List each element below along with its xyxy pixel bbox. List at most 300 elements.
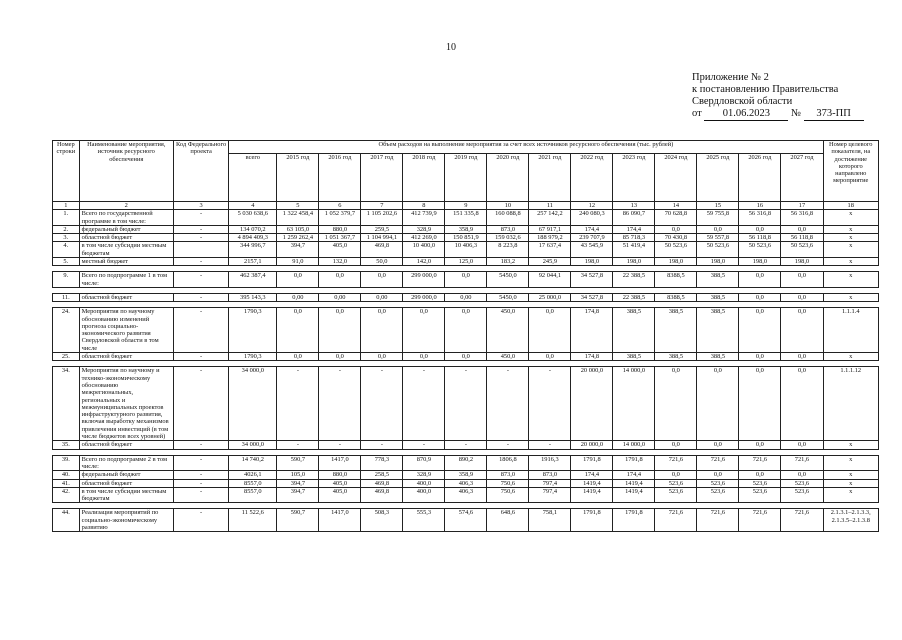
value-cell: 299 000,0 <box>403 272 445 288</box>
value-cell: 159 032,6 <box>487 234 529 242</box>
header-year: 2015 год <box>277 154 319 202</box>
value-cell: 1790,3 <box>229 353 277 361</box>
value-cell: 450,0 <box>487 308 529 353</box>
table-row <box>53 234 879 242</box>
value-cell: 0,0 <box>697 225 739 233</box>
column-number: 11 <box>529 202 571 210</box>
value-cell: 125,0 <box>445 258 487 266</box>
target-cell: x <box>823 272 879 288</box>
header-year: 2022 год <box>571 154 613 202</box>
value-cell: 5 030 638,6 <box>229 210 277 226</box>
value-cell: 388,5 <box>697 272 739 288</box>
target-cell: 2.1.3.1–2.1.3.3, 2.1.3.5–2.1.3.8 <box>823 509 879 532</box>
value-cell: - <box>319 367 361 441</box>
column-number: 9 <box>445 202 487 210</box>
value-cell: 105,0 <box>277 471 319 479</box>
value-cell: 394,7 <box>277 479 319 487</box>
header-expense-volume: Объем расходов на выполнение мероприятия за счет всех источников ресурсного обеспечения (тыс. рублей) <box>229 141 823 154</box>
value-cell: - <box>173 441 228 449</box>
value-cell: 523,6 <box>739 479 781 487</box>
appendix-region-line: Свердловской области <box>692 96 793 107</box>
value-cell: 1419,4 <box>613 487 655 503</box>
column-number: 7 <box>361 202 403 210</box>
value-cell: 890,2 <box>445 455 487 471</box>
target-cell: x <box>823 210 879 226</box>
value-cell: 20 000,0 <box>571 441 613 449</box>
table-row <box>53 455 879 471</box>
value-cell: 0,0 <box>781 308 823 353</box>
event-name-cell: Всего по государственной программе в том числе: <box>79 210 173 226</box>
value-cell: 469,8 <box>361 487 403 503</box>
header-year: 2017 год <box>361 154 403 202</box>
value-cell: 523,6 <box>739 487 781 503</box>
value-cell: - <box>173 234 228 242</box>
value-cell: 4026,1 <box>229 471 277 479</box>
value-cell: 870,9 <box>403 455 445 471</box>
header-row-number: Номер строки <box>53 141 80 202</box>
value-cell: 198,0 <box>571 258 613 266</box>
value-cell: 648,6 <box>487 509 529 532</box>
value-cell: 198,0 <box>697 258 739 266</box>
header-event-name: Наименование мероприятия, источник ресурсного обеспечения <box>79 141 173 202</box>
column-number: 1 <box>53 202 80 210</box>
value-cell: 0,0 <box>739 367 781 441</box>
value-cell: 1791,8 <box>613 509 655 532</box>
value-cell: - <box>173 367 228 441</box>
value-cell: 721,6 <box>739 509 781 532</box>
value-cell: 406,3 <box>445 479 487 487</box>
value-cell: - <box>277 367 319 441</box>
event-name-cell: местный бюджет <box>79 258 173 266</box>
value-cell: 17 637,4 <box>529 242 571 258</box>
header-target-number: Номер целевого показателя, на достижение которого направлено мероприятие <box>823 141 879 202</box>
value-cell: 405,0 <box>319 479 361 487</box>
row-number-cell: 39. <box>53 455 80 471</box>
value-cell: 469,8 <box>361 479 403 487</box>
value-cell: 245,9 <box>529 258 571 266</box>
value-cell: 14 000,0 <box>613 441 655 449</box>
event-name-cell: в том числе субсидии местным бюджетам <box>79 487 173 503</box>
table-row <box>53 272 879 288</box>
value-cell: 34 527,8 <box>571 293 613 301</box>
value-cell: 388,5 <box>613 308 655 353</box>
value-cell: 0,0 <box>739 308 781 353</box>
event-name-cell: Всего по подпрограмме 1 в том числе: <box>79 272 173 288</box>
value-cell: - <box>173 225 228 233</box>
page-number: 10 <box>446 42 456 53</box>
value-cell: 1791,8 <box>571 509 613 532</box>
value-cell: 523,6 <box>781 487 823 503</box>
value-cell: - <box>487 441 529 449</box>
header-year: 2024 год <box>655 154 697 202</box>
value-cell: - <box>487 367 529 441</box>
target-cell: 1.1.1.12 <box>823 367 879 441</box>
header-year: 2026 год <box>739 154 781 202</box>
value-cell: - <box>445 441 487 449</box>
value-cell: 873,0 <box>487 225 529 233</box>
value-cell: 56 316,8 <box>781 210 823 226</box>
value-cell: 0,0 <box>781 293 823 301</box>
value-cell: 92 044,1 <box>529 272 571 288</box>
value-cell: 873,0 <box>487 471 529 479</box>
table-row <box>53 487 879 503</box>
value-cell: 151 335,8 <box>445 210 487 226</box>
value-cell: 574,6 <box>445 509 487 532</box>
value-cell: 0,0 <box>655 367 697 441</box>
value-cell: 344 996,7 <box>229 242 277 258</box>
table-row <box>53 293 879 301</box>
value-cell: 50,0 <box>361 258 403 266</box>
number-prefix: № <box>790 108 801 119</box>
value-cell: - <box>173 308 228 353</box>
value-cell: 0,0 <box>781 441 823 449</box>
value-cell: 134 070,2 <box>229 225 277 233</box>
target-cell: x <box>823 242 879 258</box>
value-cell: 462 387,4 <box>229 272 277 288</box>
value-cell: 85 718,3 <box>613 234 655 242</box>
table-row <box>53 242 879 258</box>
appendix-resolution-line: к постановлению Правительства <box>692 84 839 95</box>
column-number: 12 <box>571 202 613 210</box>
value-cell: 174,4 <box>613 471 655 479</box>
value-cell: 555,3 <box>403 509 445 532</box>
value-cell: 5450,0 <box>487 272 529 288</box>
value-cell: 239 707,9 <box>571 234 613 242</box>
value-cell: 0,0 <box>739 441 781 449</box>
value-cell: 0,0 <box>529 308 571 353</box>
value-cell: 1791,8 <box>613 455 655 471</box>
row-number-cell: 24. <box>53 308 80 353</box>
value-cell: 4 894 409,3 <box>229 234 277 242</box>
value-cell: 198,0 <box>739 258 781 266</box>
column-number: 10 <box>487 202 529 210</box>
event-name-cell: в том числе субсидии местным бюджетам <box>79 242 173 258</box>
header-year: 2023 год <box>613 154 655 202</box>
value-cell: 0,0 <box>739 225 781 233</box>
value-cell: 405,0 <box>319 487 361 503</box>
value-cell: 0,0 <box>739 293 781 301</box>
value-cell: 1 051 367,7 <box>319 234 361 242</box>
value-cell: 406,3 <box>445 487 487 503</box>
value-cell: 778,3 <box>361 455 403 471</box>
table-row <box>53 441 879 449</box>
value-cell: 0,0 <box>739 471 781 479</box>
value-cell: 1417,0 <box>319 455 361 471</box>
value-cell: 0,0 <box>277 308 319 353</box>
value-cell: 412 269,0 <box>403 234 445 242</box>
event-name-cell: федеральный бюджет <box>79 471 173 479</box>
value-cell: 56 118,8 <box>739 234 781 242</box>
value-cell: 523,6 <box>697 487 739 503</box>
value-cell: 721,6 <box>697 455 739 471</box>
column-number: 3 <box>173 202 228 210</box>
column-number: 18 <box>823 202 879 210</box>
target-cell: x <box>823 487 879 503</box>
target-cell: 1.1.1.4 <box>823 308 879 353</box>
value-cell: 750,6 <box>487 479 529 487</box>
column-number: 4 <box>229 202 277 210</box>
value-cell: 174,8 <box>571 353 613 361</box>
value-cell: 721,6 <box>697 509 739 532</box>
value-cell: 873,0 <box>529 471 571 479</box>
table-row <box>53 367 879 441</box>
value-cell: 394,7 <box>277 487 319 503</box>
value-cell: 1417,0 <box>319 509 361 532</box>
value-cell: 1 052 379,7 <box>319 210 361 226</box>
row-number-cell: 9. <box>53 272 80 288</box>
value-cell: 70 430,8 <box>655 234 697 242</box>
value-cell: 0,0 <box>781 367 823 441</box>
value-cell: 721,6 <box>781 509 823 532</box>
header-fed-project-code: Код Федерального проекта <box>173 141 228 202</box>
value-cell: 358,9 <box>445 471 487 479</box>
value-cell: 43 545,9 <box>571 242 613 258</box>
value-cell: 400,0 <box>403 479 445 487</box>
value-cell <box>173 242 228 258</box>
row-number-cell: 25. <box>53 353 80 361</box>
header-year: 2018 год <box>403 154 445 202</box>
value-cell: 91,0 <box>277 258 319 266</box>
target-cell: x <box>823 471 879 479</box>
row-number-cell: 2. <box>53 225 80 233</box>
value-cell: 0,0 <box>739 353 781 361</box>
value-cell: - <box>403 367 445 441</box>
appendix-date-line <box>692 108 864 121</box>
value-cell: 0,0 <box>697 367 739 441</box>
value-cell: 240 080,3 <box>571 210 613 226</box>
column-number: 2 <box>79 202 173 210</box>
value-cell: - <box>361 367 403 441</box>
value-cell: 174,4 <box>571 471 613 479</box>
value-cell: 59 755,8 <box>697 210 739 226</box>
value-cell: 0,0 <box>361 272 403 288</box>
value-cell: 0,0 <box>319 353 361 361</box>
header-year: 2016 год <box>319 154 361 202</box>
date-prefix: от <box>692 108 702 119</box>
value-cell: - <box>173 293 228 301</box>
value-cell: 405,0 <box>319 242 361 258</box>
value-cell: 174,8 <box>571 308 613 353</box>
value-cell: 198,0 <box>655 258 697 266</box>
row-number-cell: 11. <box>53 293 80 301</box>
value-cell: 328,9 <box>403 471 445 479</box>
value-cell: 56 316,8 <box>739 210 781 226</box>
value-cell: 198,0 <box>613 258 655 266</box>
value-cell: - <box>173 471 228 479</box>
value-cell: 50 523,6 <box>655 242 697 258</box>
value-cell: 523,6 <box>655 479 697 487</box>
row-number-cell: 1. <box>53 210 80 226</box>
value-cell: 0,0 <box>445 308 487 353</box>
value-cell: 34 527,8 <box>571 272 613 288</box>
target-cell: x <box>823 455 879 471</box>
value-cell: 8 223,8 <box>487 242 529 258</box>
value-cell: 0,0 <box>403 353 445 361</box>
value-cell: 1419,4 <box>571 479 613 487</box>
value-cell: 8388,5 <box>655 272 697 288</box>
value-cell: 508,3 <box>361 509 403 532</box>
value-cell: 590,7 <box>277 455 319 471</box>
value-cell: 0,0 <box>529 353 571 361</box>
value-cell: 257 142,2 <box>529 210 571 226</box>
value-cell: 0,00 <box>361 293 403 301</box>
value-cell: 299 000,0 <box>403 293 445 301</box>
value-cell: 0,0 <box>781 225 823 233</box>
value-cell: 50 523,6 <box>781 242 823 258</box>
column-number: 15 <box>697 202 739 210</box>
value-cell: 0,0 <box>697 471 739 479</box>
value-cell: - <box>173 479 228 487</box>
value-cell: - <box>529 441 571 449</box>
value-cell: 880,0 <box>319 471 361 479</box>
row-number-cell: 34. <box>53 367 80 441</box>
value-cell: 412 739,9 <box>403 210 445 226</box>
value-cell: 0,0 <box>277 272 319 288</box>
value-cell: 388,5 <box>655 353 697 361</box>
resolution-date: 01.06.2023 <box>704 108 788 121</box>
value-cell: 388,5 <box>655 308 697 353</box>
value-cell: 174,4 <box>571 225 613 233</box>
value-cell: 0,0 <box>697 441 739 449</box>
value-cell: 50 523,6 <box>697 242 739 258</box>
value-cell: 10 406,3 <box>445 242 487 258</box>
value-cell: - <box>173 272 228 288</box>
value-cell: - <box>173 455 228 471</box>
appendix-header <box>692 72 864 121</box>
value-cell: 14 000,0 <box>613 367 655 441</box>
row-number-cell: 35. <box>53 441 80 449</box>
value-cell: 1 322 458,4 <box>277 210 319 226</box>
value-cell: 523,6 <box>781 479 823 487</box>
value-cell: 1806,8 <box>487 455 529 471</box>
target-cell: x <box>823 353 879 361</box>
value-cell: 0,0 <box>739 272 781 288</box>
table-row <box>53 308 879 353</box>
value-cell: 0,0 <box>655 225 697 233</box>
value-cell: 0,00 <box>319 293 361 301</box>
table-row <box>53 210 879 226</box>
value-cell: 1790,3 <box>229 308 277 353</box>
event-name-cell: областной бюджет <box>79 479 173 487</box>
row-number-cell: 42. <box>53 487 80 503</box>
value-cell: 0,0 <box>781 471 823 479</box>
value-cell: 63 105,0 <box>277 225 319 233</box>
value-cell: - <box>445 367 487 441</box>
row-number-cell: 40. <box>53 471 80 479</box>
column-number: 8 <box>403 202 445 210</box>
value-cell: 2157,1 <box>229 258 277 266</box>
value-cell: 523,6 <box>655 487 697 503</box>
column-number: 16 <box>739 202 781 210</box>
column-number: 13 <box>613 202 655 210</box>
value-cell: 11 522,6 <box>229 509 277 532</box>
value-cell: 51 419,4 <box>613 242 655 258</box>
value-cell: 1916,3 <box>529 455 571 471</box>
header-year: 2027 год <box>781 154 823 202</box>
value-cell: - <box>361 441 403 449</box>
value-cell: 34 000,0 <box>229 367 277 441</box>
value-cell: 1 259 262,4 <box>277 234 319 242</box>
value-cell: 1419,4 <box>571 487 613 503</box>
value-cell: 388,5 <box>613 353 655 361</box>
row-number-cell: 41. <box>53 479 80 487</box>
header-year: 2021 год <box>529 154 571 202</box>
table-row <box>53 509 879 532</box>
value-cell: 150 851,9 <box>445 234 487 242</box>
value-cell: - <box>277 441 319 449</box>
value-cell: 0,00 <box>277 293 319 301</box>
value-cell: 0,0 <box>781 353 823 361</box>
value-cell: 59 557,8 <box>697 234 739 242</box>
header-year: всего <box>229 154 277 202</box>
value-cell: 0,0 <box>655 471 697 479</box>
column-number: 6 <box>319 202 361 210</box>
value-cell: 1791,8 <box>571 455 613 471</box>
value-cell: 188 979,2 <box>529 234 571 242</box>
value-cell: 797,4 <box>529 479 571 487</box>
value-cell: 258,5 <box>361 471 403 479</box>
value-cell: 0,0 <box>277 353 319 361</box>
value-cell: 388,5 <box>697 293 739 301</box>
value-cell: 721,6 <box>655 455 697 471</box>
value-cell: 1419,4 <box>613 479 655 487</box>
value-cell: 0,0 <box>361 353 403 361</box>
target-cell: x <box>823 479 879 487</box>
target-cell: x <box>823 441 879 449</box>
row-number-cell: 3. <box>53 234 80 242</box>
event-name-cell: Мероприятия по научному и технико-экономическому обоснованию межрегиональных, региональных и межмуниципальных проектов инфраструктурного развития, включая выработку механизмов привлечения инвестиций (в том числе бюджетов всех уровней) <box>79 367 173 441</box>
value-cell: 10 400,0 <box>403 242 445 258</box>
value-cell: 0,0 <box>655 441 697 449</box>
value-cell: 50 523,6 <box>739 242 781 258</box>
value-cell: 0,00 <box>445 293 487 301</box>
value-cell: 880,0 <box>319 225 361 233</box>
value-cell: 0,0 <box>361 308 403 353</box>
value-cell: 20 000,0 <box>571 367 613 441</box>
table-row <box>53 225 879 233</box>
event-name-cell: областной бюджет <box>79 353 173 361</box>
value-cell: 328,9 <box>403 225 445 233</box>
event-name-cell: Всего по подпрограмме 2 в том числе: <box>79 455 173 471</box>
value-cell: 0,0 <box>445 272 487 288</box>
row-number-cell: 44. <box>53 509 80 532</box>
value-cell: 721,6 <box>739 455 781 471</box>
event-name-cell: федеральный бюджет <box>79 225 173 233</box>
value-cell: - <box>403 441 445 449</box>
value-cell: - <box>173 509 228 532</box>
target-cell: x <box>823 293 879 301</box>
value-cell: 142,0 <box>403 258 445 266</box>
value-cell: 388,5 <box>697 353 739 361</box>
value-cell: 0,0 <box>319 272 361 288</box>
table-row <box>53 258 879 266</box>
value-cell: 0,0 <box>403 308 445 353</box>
table-row <box>53 353 879 361</box>
value-cell: 8557,0 <box>229 479 277 487</box>
value-cell: 358,9 <box>445 225 487 233</box>
header-year: 2025 год <box>697 154 739 202</box>
value-cell: - <box>173 487 228 503</box>
value-cell: 174,4 <box>613 225 655 233</box>
value-cell: 34 000,0 <box>229 441 277 449</box>
value-cell: 388,5 <box>697 308 739 353</box>
value-cell: 1 105 202,6 <box>361 210 403 226</box>
appendix-title: Приложение № 2 <box>692 72 769 83</box>
resolution-number: 373-ПП <box>804 108 864 121</box>
value-cell: 8388,5 <box>655 293 697 301</box>
value-cell: 22 388,5 <box>613 272 655 288</box>
event-name-cell: областной бюджет <box>79 441 173 449</box>
